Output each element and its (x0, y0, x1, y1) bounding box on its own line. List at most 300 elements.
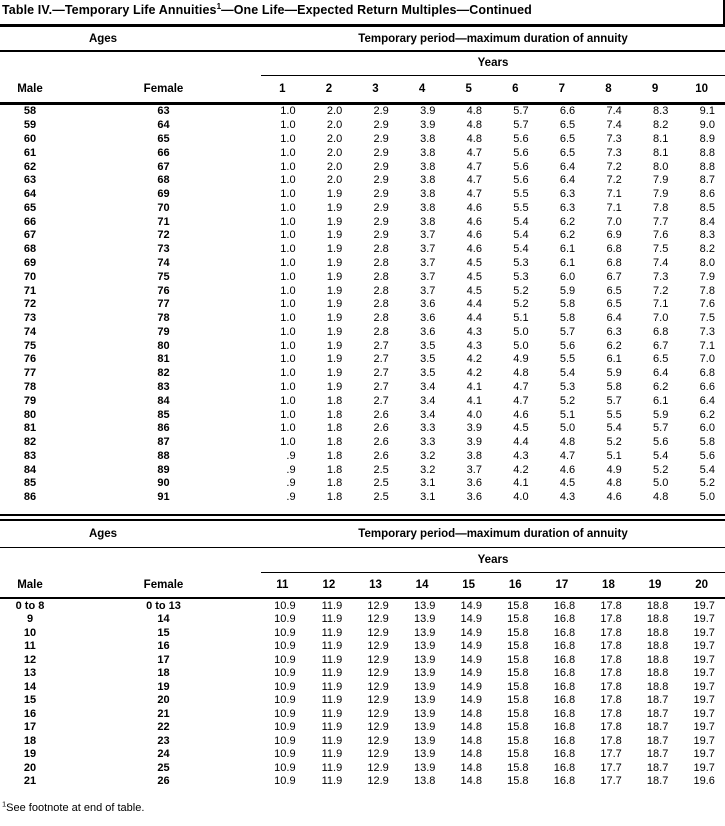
multiple-value-cell: 5.9 (653, 408, 669, 421)
multiple-value-cell: 15.8 (507, 694, 529, 707)
male-age-cell: 11 (24, 640, 36, 653)
female-age-cell: 24 (157, 748, 170, 761)
multiple-value-cell: .9 (286, 477, 296, 490)
multiple-value-cell: 17.8 (600, 707, 622, 720)
male-age-cell: 73 (23, 312, 37, 325)
male-age-cell: 81 (23, 422, 37, 435)
multiple-value-cell: 1.8 (326, 422, 343, 435)
multiple-value-cell: 4.5 (466, 256, 482, 269)
female-age-cell: 15 (157, 626, 170, 639)
footnote-text: See footnote at end of table. (6, 802, 145, 815)
multiple-value-cell: 2.9 (373, 215, 389, 228)
multiple-value-cell: 11.9 (321, 761, 343, 774)
multiple-value-cell: 15.8 (507, 640, 529, 653)
years-header-spacer (0, 52, 261, 77)
multiple-value-cell: 15.8 (507, 680, 529, 693)
multiple-value-cell: 15.8 (507, 653, 529, 666)
male-age-cell: 77 (23, 367, 37, 380)
multiple-value-cell: 5.8 (559, 298, 576, 311)
multiple-value-cell: 5.8 (699, 436, 715, 449)
multiple-value-cell: 6.7 (653, 339, 669, 352)
multiple-value-cell: 2.0 (326, 132, 343, 145)
multiple-value-cell: 1.9 (326, 353, 343, 366)
multiple-value-cell: 2.5 (373, 463, 389, 476)
table-row (0, 734, 725, 748)
annuity-table-years-11-20 (0, 521, 725, 789)
female-age-cell: 64 (157, 119, 170, 132)
table-row (0, 761, 725, 775)
year-column-header: 2 (325, 83, 333, 95)
multiple-value-cell: 1.0 (280, 422, 296, 435)
female-age-cell: 21 (157, 707, 170, 720)
multiple-value-cell: 1.0 (280, 146, 296, 159)
footnote (2, 799, 725, 815)
multiple-value-cell: 11.9 (321, 653, 343, 666)
multiple-value-cell: 7.5 (699, 312, 715, 325)
female-age-cell: 87 (157, 436, 170, 449)
multiple-value-cell: 16.8 (553, 653, 576, 666)
multiple-value-cell: 6.4 (559, 174, 576, 187)
multiple-value-cell: 1.9 (326, 243, 343, 256)
multiple-value-cell: 3.9 (466, 422, 482, 435)
multiple-value-cell: 5.0 (513, 339, 529, 352)
multiple-value-cell: 10.9 (274, 761, 296, 774)
multiple-value-cell: 11.9 (321, 721, 343, 734)
multiple-value-cell: 3.7 (420, 284, 436, 297)
female-age-cell: 26 (157, 775, 170, 788)
multiple-value-cell: 10.9 (274, 599, 296, 612)
multiple-value-cell: 8.5 (699, 201, 715, 214)
multiple-value-cell: 3.2 (420, 463, 436, 476)
table1-years-header-row (0, 52, 725, 77)
table-row (0, 132, 725, 146)
multiple-value-cell: 3.1 (420, 491, 436, 504)
male-age-cell: 82 (23, 436, 37, 449)
multiple-value-cell: 7.0 (699, 353, 715, 366)
female-age-cell: 23 (157, 734, 170, 747)
multiple-value-cell: 5.3 (513, 256, 529, 269)
multiple-value-cell: 15.8 (507, 613, 529, 626)
year-column-header: 18 (602, 578, 615, 591)
multiple-value-cell: 8.4 (699, 215, 715, 228)
multiple-value-cell: 8.8 (699, 160, 715, 173)
multiple-value-cell: 2.0 (326, 146, 343, 159)
multiple-value-cell: 6.0 (559, 270, 576, 283)
multiple-value-cell: 3.1 (420, 477, 436, 490)
year-column-header: 10 (695, 83, 709, 95)
multiple-value-cell: 5.0 (699, 491, 715, 504)
multiple-value-cell: 2.6 (373, 436, 389, 449)
multiple-value-cell: 4.6 (466, 243, 482, 256)
female-column-header: Female (143, 578, 184, 591)
multiple-value-cell: 2.5 (373, 491, 389, 504)
female-column-header: Female (143, 83, 184, 95)
multiple-value-cell: 2.7 (373, 353, 389, 366)
multiple-value-cell: 1.0 (280, 105, 296, 118)
multiple-value-cell: 1.9 (326, 339, 343, 352)
multiple-value-cell: 10.9 (274, 640, 296, 653)
female-age-cell: 89 (157, 463, 170, 476)
table-row (0, 201, 725, 215)
multiple-value-cell: 16.8 (553, 748, 576, 761)
multiple-value-cell: 18.8 (646, 667, 669, 680)
multiple-value-cell: 16.8 (553, 694, 576, 707)
multiple-value-cell: 4.4 (466, 312, 482, 325)
multiple-value-cell: 2.8 (373, 298, 389, 311)
multiple-value-cell: 16.8 (553, 640, 576, 653)
multiple-value-cell: 7.0 (653, 312, 669, 325)
multiple-value-cell: 2.8 (373, 256, 389, 269)
multiple-value-cell: 4.6 (466, 201, 482, 214)
multiple-value-cell: 1.0 (280, 339, 296, 352)
multiple-value-cell: 15.8 (507, 599, 529, 612)
male-age-cell: 19 (23, 748, 37, 761)
multiple-value-cell: 13.9 (413, 626, 436, 639)
multiple-value-cell: 3.4 (420, 394, 436, 407)
female-age-cell: 63 (157, 105, 170, 118)
multiple-value-cell: 5.7 (653, 422, 669, 435)
multiple-value-cell: 5.4 (513, 243, 529, 256)
multiple-value-cell: 1.0 (280, 325, 296, 338)
multiple-value-cell: 3.9 (466, 436, 482, 449)
year-column-header: 5 (465, 83, 472, 95)
multiple-value-cell: 7.9 (699, 270, 715, 283)
male-age-cell: 16 (23, 707, 37, 720)
multiple-value-cell: 7.1 (606, 201, 622, 214)
multiple-value-cell: 10.9 (274, 626, 296, 639)
male-age-cell: 62 (23, 160, 37, 173)
multiple-value-cell: 6.8 (653, 325, 669, 338)
multiple-value-cell: 17.8 (600, 640, 622, 653)
male-age-cell: 12 (23, 653, 37, 666)
multiple-value-cell: 12.9 (367, 707, 389, 720)
table-row (0, 242, 725, 256)
multiple-value-cell: 1.0 (280, 132, 296, 145)
multiple-value-cell: 1.0 (280, 394, 296, 407)
table-row (0, 694, 725, 708)
table2-column-header-row (0, 573, 725, 597)
multiple-value-cell: .9 (286, 463, 296, 476)
multiple-value-cell: 16.8 (553, 680, 576, 693)
multiple-value-cell: 17.8 (600, 626, 622, 639)
multiple-value-cell: 17.8 (600, 653, 622, 666)
multiple-value-cell: 10.9 (274, 667, 296, 680)
multiple-value-cell: 1.0 (280, 229, 296, 242)
table-row (0, 325, 725, 339)
multiple-value-cell: 12.9 (367, 626, 389, 639)
multiple-value-cell: 3.8 (420, 160, 436, 173)
female-age-cell: 72 (157, 229, 170, 242)
multiple-value-cell: 8.6 (699, 188, 715, 201)
multiple-value-cell: 14.9 (460, 694, 482, 707)
male-age-cell: 15 (23, 694, 37, 707)
table-row (0, 408, 725, 422)
female-age-cell: 0 to 13 (146, 599, 181, 612)
multiple-value-cell: 8.3 (699, 229, 715, 242)
multiple-value-cell: 7.6 (699, 298, 715, 311)
multiple-value-cell: 12.9 (367, 761, 389, 774)
table-row (0, 160, 725, 174)
multiple-value-cell: 10.9 (274, 613, 296, 626)
multiple-value-cell: 11.9 (321, 640, 343, 653)
multiple-value-cell: 6.5 (559, 146, 576, 159)
table-row (0, 490, 725, 504)
multiple-value-cell: 18.8 (646, 640, 669, 653)
multiple-value-cell: 12.9 (367, 640, 389, 653)
male-age-cell: 58 (23, 105, 37, 118)
multiple-value-cell: 1.8 (326, 408, 343, 421)
multiple-value-cell: 14.8 (460, 775, 482, 788)
multiple-value-cell: 5.1 (559, 408, 576, 421)
multiple-value-cell: 4.9 (606, 463, 622, 476)
male-age-cell: 17 (23, 721, 37, 734)
multiple-value-cell: 4.2 (466, 367, 482, 380)
multiple-value-cell: 18.7 (646, 734, 669, 747)
male-age-cell: 79 (23, 394, 37, 407)
year-column-header: 19 (648, 578, 662, 591)
multiple-value-cell: 1.9 (326, 381, 343, 394)
multiple-value-cell: 6.2 (653, 381, 669, 394)
multiple-value-cell: 5.5 (559, 353, 576, 366)
multiple-value-cell: 4.7 (466, 188, 482, 201)
multiple-value-cell: 5.7 (559, 325, 576, 338)
male-age-cell: 0 to 8 (15, 599, 45, 612)
multiple-value-cell: 5.3 (559, 381, 576, 394)
multiple-value-cell: 4.7 (559, 449, 576, 462)
table-row (0, 366, 725, 380)
multiple-value-cell: 17.8 (600, 694, 622, 707)
multiple-value-cell: 13.9 (413, 680, 436, 693)
multiple-value-cell: 15.8 (507, 721, 529, 734)
multiple-value-cell: 5.4 (653, 449, 669, 462)
male-age-cell: 70 (23, 270, 37, 283)
multiple-value-cell: 18.7 (646, 707, 669, 720)
multiple-value-cell: .9 (286, 449, 296, 462)
male-age-cell: 66 (23, 215, 37, 228)
multiple-value-cell: 19.7 (693, 667, 715, 680)
female-age-cell: 73 (157, 243, 170, 256)
multiple-value-cell: 7.2 (606, 160, 622, 173)
multiple-value-cell: 9.1 (699, 105, 715, 118)
multiple-value-cell: 18.8 (646, 653, 669, 666)
multiple-value-cell: 2.9 (373, 105, 389, 118)
table-row (0, 394, 725, 408)
multiple-value-cell: 7.8 (653, 201, 669, 214)
multiple-value-cell: 16.8 (553, 761, 576, 774)
multiple-value-cell: 8.0 (699, 256, 715, 269)
multiple-value-cell: 11.9 (321, 748, 343, 761)
multiple-value-cell: 10.9 (274, 707, 296, 720)
title-text-continued: —One Life—Expected Return Multiples—Continued (221, 3, 532, 17)
multiple-value-cell: 14.8 (460, 721, 482, 734)
multiple-value-cell: 6.6 (559, 105, 576, 118)
multiple-value-cell: 2.7 (373, 394, 389, 407)
multiple-value-cell: 11.9 (321, 667, 343, 680)
female-age-cell: 81 (157, 353, 170, 366)
year-column-header: 13 (369, 578, 382, 591)
multiple-value-cell: 8.2 (699, 243, 715, 256)
table-row (0, 421, 725, 435)
multiple-value-cell: 1.9 (326, 229, 343, 242)
multiple-value-cell: 5.6 (513, 174, 529, 187)
multiple-value-cell: 1.0 (280, 353, 296, 366)
multiple-value-cell: 2.8 (373, 312, 389, 325)
multiple-value-cell: 4.7 (466, 146, 482, 159)
multiple-value-cell: 6.8 (606, 243, 622, 256)
male-age-cell: 61 (23, 146, 37, 159)
multiple-value-cell: 7.3 (606, 146, 622, 159)
table-row (0, 297, 725, 311)
multiple-value-cell: 1.0 (280, 174, 296, 187)
multiple-value-cell: 17.8 (600, 734, 622, 747)
multiple-value-cell: 3.8 (466, 449, 482, 462)
multiple-value-cell: 14.9 (460, 599, 482, 612)
multiple-value-cell: 12.9 (367, 748, 389, 761)
female-age-cell: 71 (157, 215, 170, 228)
multiple-value-cell: 2.8 (373, 270, 389, 283)
multiple-value-cell: 5.2 (559, 394, 576, 407)
multiple-value-cell: 14.8 (460, 734, 482, 747)
multiple-value-cell: 3.9 (420, 119, 436, 132)
multiple-value-cell: 5.3 (513, 270, 529, 283)
female-age-cell: 69 (157, 188, 170, 201)
multiple-value-cell: 2.9 (373, 188, 389, 201)
multiple-value-cell: 14.8 (460, 761, 482, 774)
multiple-value-cell: 1.0 (280, 381, 296, 394)
multiple-value-cell: 10.9 (274, 680, 296, 693)
multiple-value-cell: 6.5 (559, 132, 576, 145)
multiple-value-cell: 14.9 (460, 640, 482, 653)
multiple-value-cell: 5.0 (559, 422, 576, 435)
multiple-value-cell: 4.1 (466, 381, 482, 394)
multiple-value-cell: 4.5 (513, 422, 529, 435)
multiple-value-cell: 3.7 (420, 256, 436, 269)
multiple-value-cell: 4.1 (466, 394, 482, 407)
multiple-value-cell: 15.8 (507, 775, 529, 788)
multiple-value-cell: 13.8 (413, 775, 436, 788)
multiple-value-cell: 2.7 (373, 381, 389, 394)
multiple-value-cell: 2.8 (373, 284, 389, 297)
female-age-cell: 70 (157, 201, 170, 214)
multiple-value-cell: 1.0 (280, 367, 296, 380)
multiple-value-cell: 6.4 (653, 367, 669, 380)
multiple-value-cell: 2.9 (373, 201, 389, 214)
multiple-value-cell: 11.9 (321, 613, 343, 626)
male-age-cell: 84 (23, 463, 37, 476)
multiple-value-cell: 4.0 (466, 408, 482, 421)
multiple-value-cell: 5.0 (653, 477, 669, 490)
multiple-value-cell: 7.3 (606, 132, 622, 145)
multiple-value-cell: 1.0 (280, 243, 296, 256)
table-row (0, 653, 725, 667)
multiple-value-cell: 7.0 (606, 215, 622, 228)
male-age-cell: 67 (23, 229, 37, 242)
multiple-value-cell: 4.7 (466, 174, 482, 187)
male-age-cell: 83 (23, 449, 37, 462)
multiple-value-cell: 6.3 (559, 188, 576, 201)
table-row (0, 173, 725, 187)
years-group-header: Years (261, 548, 725, 573)
multiple-value-cell: 6.6 (699, 381, 715, 394)
multiple-value-cell: 1.0 (280, 436, 296, 449)
male-age-cell: 71 (23, 284, 37, 297)
multiple-value-cell: 17.8 (600, 667, 622, 680)
multiple-value-cell: 7.9 (653, 174, 669, 187)
table2-body (0, 599, 725, 788)
multiple-value-cell: 7.9 (653, 188, 669, 201)
multiple-value-cell: 18.8 (646, 599, 669, 612)
multiple-value-cell: 5.9 (559, 284, 576, 297)
table1-column-header-row (0, 76, 725, 102)
multiple-value-cell: 6.1 (559, 243, 576, 256)
multiple-value-cell: 4.2 (466, 353, 482, 366)
multiple-value-cell: 11.9 (321, 599, 343, 612)
female-age-cell: 82 (157, 367, 170, 380)
multiple-value-cell: 7.3 (699, 325, 715, 338)
multiple-value-cell: 2.9 (373, 119, 389, 132)
multiple-value-cell: 4.8 (513, 367, 529, 380)
table-row (0, 640, 725, 654)
male-age-cell: 59 (23, 119, 37, 132)
multiple-value-cell: 8.3 (653, 105, 669, 118)
multiple-value-cell: 11.9 (321, 680, 343, 693)
male-age-cell: 13 (23, 667, 37, 680)
multiple-value-cell: 19.6 (693, 775, 715, 788)
multiple-value-cell: 3.7 (466, 463, 482, 476)
multiple-value-cell: 5.8 (606, 381, 622, 394)
multiple-value-cell: 1.8 (326, 436, 343, 449)
multiple-value-cell: 13.9 (413, 761, 436, 774)
female-age-cell: 67 (157, 160, 170, 173)
multiple-value-cell: 17.7 (600, 748, 622, 761)
multiple-value-cell: 1.9 (326, 256, 343, 269)
multiple-value-cell: 5.2 (606, 436, 622, 449)
multiple-value-cell: 1.0 (280, 298, 296, 311)
multiple-value-cell: 3.8 (420, 201, 436, 214)
table-row (0, 449, 725, 463)
female-age-cell: 22 (157, 721, 170, 734)
multiple-value-cell: 4.0 (513, 491, 529, 504)
multiple-value-cell: 10.9 (274, 748, 296, 761)
multiple-value-cell: 16.8 (553, 734, 576, 747)
multiple-value-cell: 12.9 (367, 694, 389, 707)
multiple-value-cell: 6.2 (699, 408, 715, 421)
multiple-value-cell: 8.1 (653, 146, 669, 159)
multiple-value-cell: 2.5 (373, 477, 389, 490)
table-row (0, 435, 725, 449)
year-column-header: 17 (555, 578, 569, 591)
year-column-header: 16 (508, 578, 522, 591)
multiple-value-cell: 3.8 (420, 132, 436, 145)
table-row (0, 599, 725, 613)
multiple-value-cell: 19.7 (693, 761, 715, 774)
multiple-value-cell: 2.8 (373, 325, 389, 338)
multiple-value-cell: 18.8 (646, 680, 669, 693)
multiple-value-cell: 17.7 (600, 761, 622, 774)
multiple-value-cell: 14.9 (460, 667, 482, 680)
multiple-value-cell: 4.3 (513, 449, 529, 462)
multiple-value-cell: 1.0 (280, 270, 296, 283)
multiple-value-cell: 14.9 (460, 613, 482, 626)
multiple-value-cell: 4.6 (466, 215, 482, 228)
table-row (0, 229, 725, 243)
multiple-value-cell: 19.7 (693, 640, 715, 653)
multiple-value-cell: 2.9 (373, 146, 389, 159)
multiple-value-cell: 3.7 (420, 243, 436, 256)
female-age-cell: 20 (157, 694, 170, 707)
multiple-value-cell: 1.9 (326, 312, 343, 325)
multiple-value-cell: 5.5 (513, 188, 529, 201)
